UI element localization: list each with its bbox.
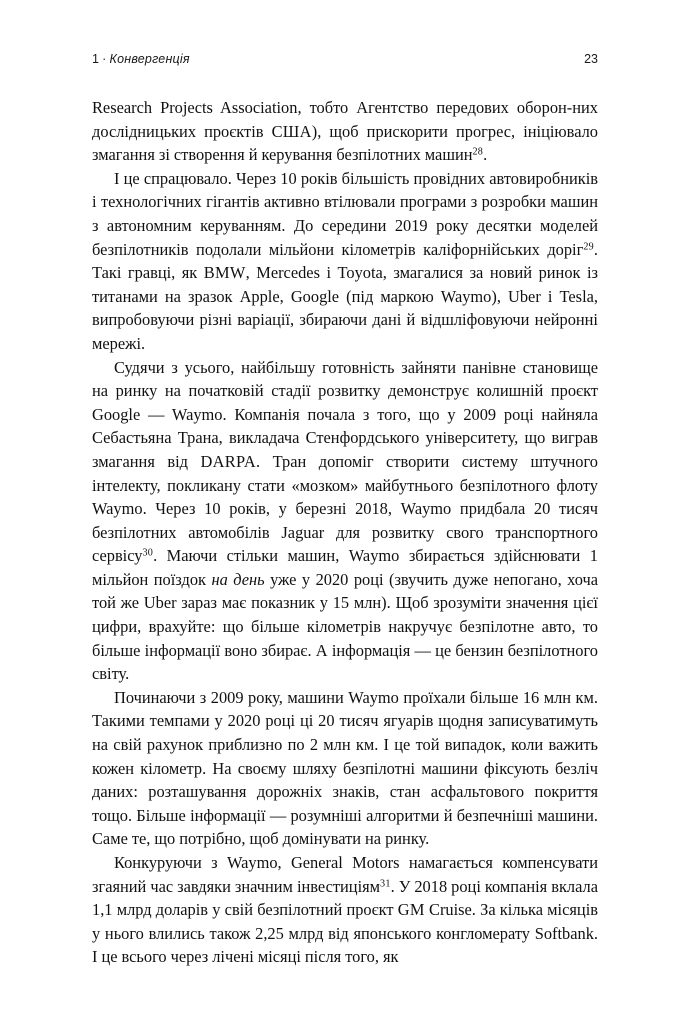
- body-text-block: [92, 96, 598, 969]
- running-head-chapter-number: 1: [92, 52, 100, 66]
- footnote-marker: 31: [380, 878, 391, 890]
- small-caps-acronym: GM: [397, 900, 425, 920]
- small-caps-acronym: BMW: [203, 263, 246, 283]
- emphasis-text: на день: [211, 569, 265, 589]
- running-head: [92, 52, 598, 72]
- paragraph: І це спрацювало. Через 10 років більшість провідних автовиробників і технологічних гігантів активно втілювали програми з розробки машин з автономним керуванням. До середини 2019 року десятки моделей безпілотників подолали мільйони кілометрів каліфорнійських доріг$^{29}$. Такі гравці, як BMW, Mercedes і Toyota, змагалися за новий ринок із титанами на зразок Apple, Google (під маркою Waymo), Uber і Tesla, випробовуючи різні варіації, збираючи дані й відшліфовуючи нейронні мережі.: [92, 168, 599, 353]
- running-head-chapter: [92, 52, 190, 66]
- footnote-marker: 28: [472, 146, 484, 158]
- paragraph: Судячи з усього, найбільшу готовність зайняти панівне становище на ринку на початковій стадії розвитку демонструє колишній проєкт Google — Waymo. Компанія почала з того, що у 2009 році найняла Себастьяна Трана, викладача Стенфордського університету, що виграв змагання від DARPA. Тран допоміг створити систему штучного інтелекту, покликану стати «мозком» майбутнього безпілотного флоту Waymo. Через 10 років, у березні 2018, Waymo придбала 20 тисяч безпілотних автомобілів Jaguar для розвитку свого транспортного сервісу$^{30}$. Маючи стільки машин, Waymo збирається здійснювати 1 мільйон поїздок на день уже у 2020 році (звучить дуже непогано, хоча той же Uber зараз має показник у 15 млн). Щоб зрозуміти значення цієї цифри, врахуйте: що більше кілометрів накручує безпілотне авто, то більше інформації воно збирає. А інформація — це бензин безпілотного світу.: [92, 357, 598, 684]
- small-caps-acronym: США: [271, 121, 312, 141]
- footnote-marker: 30: [142, 548, 154, 559]
- paragraph: Research Projects Association, тобто Агентство передових оборон-них дослідницьких проєктів США), щоб прискорити прогрес, ініціювало змагання зі створення й керування безпілотних машин$^{28}$.: [92, 98, 598, 165]
- page-number: 23: [584, 52, 598, 66]
- running-head-chapter-title: Конвергенція: [109, 52, 190, 66]
- paragraph: Конкуруючи з Waymo, General Motors намагається компенсувати згаяний час завдяки значним інвестиціям$^{31}$. У 2018 році компанія вклала 1,1 млрд доларів у свій безпілотний проєкт GM Cruise. За кілька місяців у нього влились також 2,25 млрд від японського конгломерату Softbank. І це всього через лічені місяці після того, як: [92, 853, 598, 967]
- paragraph: Починаючи з 2009 року, машини Waymo проїхали більше 16 млн км. Такими темпами у 2020 році ці 20 тисяч ягуарів щодня записуватимуть на свій рахунок приблизно по 2 млн км. І це той випадок, коли важить кожен кілометр. На своєму шляху безпілотні машини фіксують безліч даних: розташування дорожніх знаків, стан асфальтового покриття тощо. Більше інформації — розумніші алгоритми й безпечніші машини. Саме те, що потрібно, щоб домінувати на ринку.: [92, 687, 598, 849]
- running-head-separator: ·: [102, 52, 107, 66]
- small-caps-acronym: DARPA: [200, 451, 257, 471]
- footnote-marker: 29: [583, 241, 594, 253]
